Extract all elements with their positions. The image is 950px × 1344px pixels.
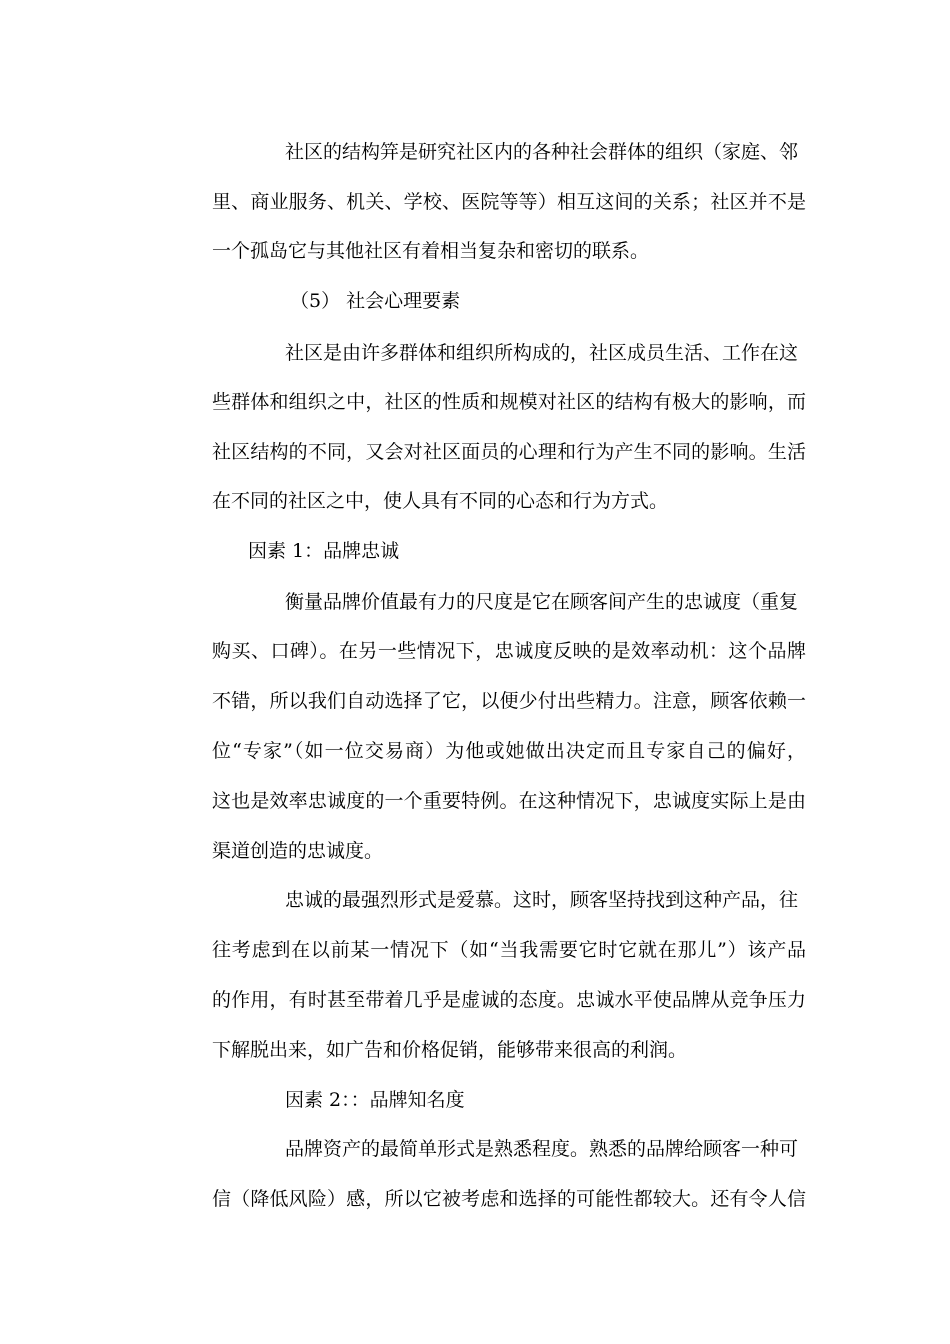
paragraph-line: 这也是效率忠诚度的一个重要特例。在这种情况下，忠诚度实际上是由 [212, 790, 806, 812]
paragraph-line: 社区是由许多群体和组织所构成的，社区成员生活、工作在这 [285, 342, 799, 364]
paragraph-line: 忠诚的最强烈形式是爱慕。这时，顾客坚持找到这种产品，往 [285, 889, 799, 911]
paragraph-line: 购买、口碑）。在另一些情况下，忠诚度反映的是效率动机：这个品牌 [212, 640, 806, 662]
paragraph-line: 往考虑到在以前某一情况下（如“当我需要它时它就在那儿”）该产品 [212, 939, 806, 961]
paragraph-line: 在不同的社区之中，使人具有不同的心态和行为方式。 [212, 490, 669, 512]
paragraph-line: 衡量品牌价值最有力的尺度是它在顾客间产生的忠诚度（重复 [285, 591, 799, 613]
paragraph-line: 些群体和组织之中，社区的性质和规模对社区的结构有极大的影响，而 [212, 391, 806, 413]
paragraph-line: 品牌资产的最简单形式是熟悉程度。熟悉的品牌给顾客一种可 [285, 1138, 799, 1160]
factor-heading: 因素 2：：品牌知名度 [285, 1089, 465, 1111]
factor-heading: 因素 1：品牌忠诚 [248, 540, 400, 562]
paragraph-line: 里、商业服务、机关、学校、医院等等）相互这间的关系；社区并不是 [212, 191, 806, 213]
paragraph-line: 渠道创造的忠诚度。 [212, 840, 384, 862]
paragraph-line: 信（降低风险）感，所以它被考虑和选择的可能性都较大。还有令人信 [212, 1188, 806, 1210]
paragraph-line: 一个孤岛它与其他社区有着相当复杂和密切的联系。 [212, 240, 650, 262]
paragraph-line: 的作用，有时甚至带着几乎是虚诚的态度。忠诚水平使品牌从竞争压力 [212, 989, 806, 1011]
paragraph-line: 社区的结构笄是研究社区内的各种社会群体的组织（家庭、邻 [285, 141, 799, 163]
paragraph-line: 不错，所以我们自动选择了它，以便少付出些精力。注意，顾客依赖一 [212, 690, 806, 712]
paragraph-line: 下解脱出来，如广告和价格促销，能够带来很高的利润。 [212, 1039, 688, 1061]
paragraph-line: 社区结构的不同，又会对社区面员的心理和行为产生不同的影响。生活 [212, 441, 806, 463]
paragraph-line: 位“专家”（如一位交易商）为他或她做出决定而且专家自己的偏好， [212, 740, 806, 762]
section-heading: （5） 社会心理要素 [290, 290, 461, 312]
